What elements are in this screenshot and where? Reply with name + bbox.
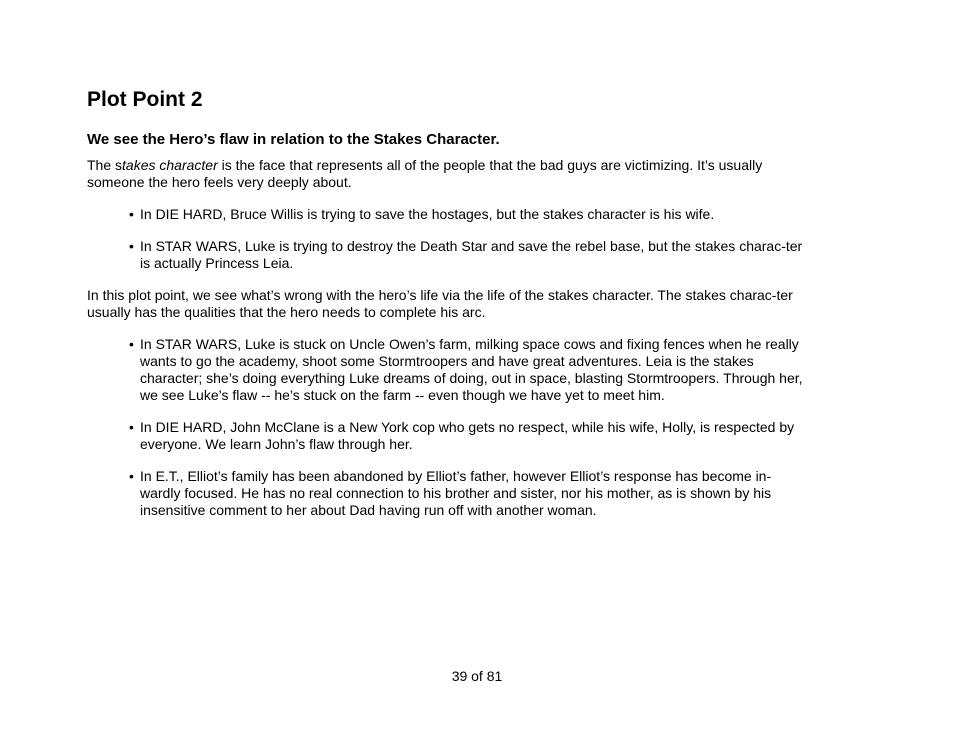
list-item [129, 468, 808, 519]
bullet-icon: • [129, 206, 134, 222]
list-item-text: In DIE HARD, Bruce Willis is trying to save the hostages, but the stakes character is his wife. [140, 206, 715, 222]
list-item-text: In DIE HARD, John McClane is a New York cop who gets no respect, while his wife, Holly, is respected by everyone. We learn John’s flaw through her. [140, 419, 795, 452]
list-item [129, 206, 808, 223]
bullet-icon: • [129, 238, 134, 254]
body-paragraph: In this plot point, we see what’s wrong with the hero’s life via the life of the stakes character. The stakes charac-ter usually has the qualities that the hero needs to complete his arc. [87, 287, 793, 320]
intro-rest: is the face that represents all of the people that the bad guys are victimizing. It’s usually someone the hero feels very deeply about. [87, 157, 763, 190]
list-item-text: In E.T., Elliot’s family has been abandoned by Elliot’s father, however Elliot’s response has become in-wardly focused. He has no real connection to his brother and sister, nor his mother, as is shown by his insensitive comment to her about Dad having run off with another woman. [140, 468, 772, 518]
page-title: Plot Point 2 [87, 88, 203, 111]
bullet-list-2 [87, 336, 817, 519]
bullet-list-1 [87, 206, 817, 272]
document-page [87, 86, 817, 519]
intro-paragraph [87, 157, 817, 191]
bullet-icon: • [129, 419, 134, 435]
bullet-icon: • [129, 336, 134, 352]
intro-prefix: The s [87, 157, 123, 173]
list-item [129, 419, 808, 453]
list-item [129, 336, 808, 404]
list-item-text: In STAR WARS, Luke is stuck on Uncle Owen’s farm, milking space cows and fixing fences when he really wants to go the academy, shoot some Stormtroopers and have great adventures. Leia is the stakes character; she’s doing everything Luke dreams of doing, out in space, blasting Stormtroopers. Through her, we see Luke’s flaw -- he’s stuck on the farm -- even though we have yet to meet him. [140, 336, 803, 403]
bullet-icon: • [129, 468, 134, 484]
section-subtitle: We see the Hero’s flaw in relation to the Stakes Character. [87, 131, 500, 148]
intro-italic-term: takes character [122, 157, 218, 173]
list-item [129, 238, 808, 272]
page-number: 39 of 81 [451, 668, 503, 684]
list-item-text: In STAR WARS, Luke is trying to destroy the Death Star and save the rebel base, but the stakes charac-ter is actually Princess Leia. [140, 238, 803, 271]
